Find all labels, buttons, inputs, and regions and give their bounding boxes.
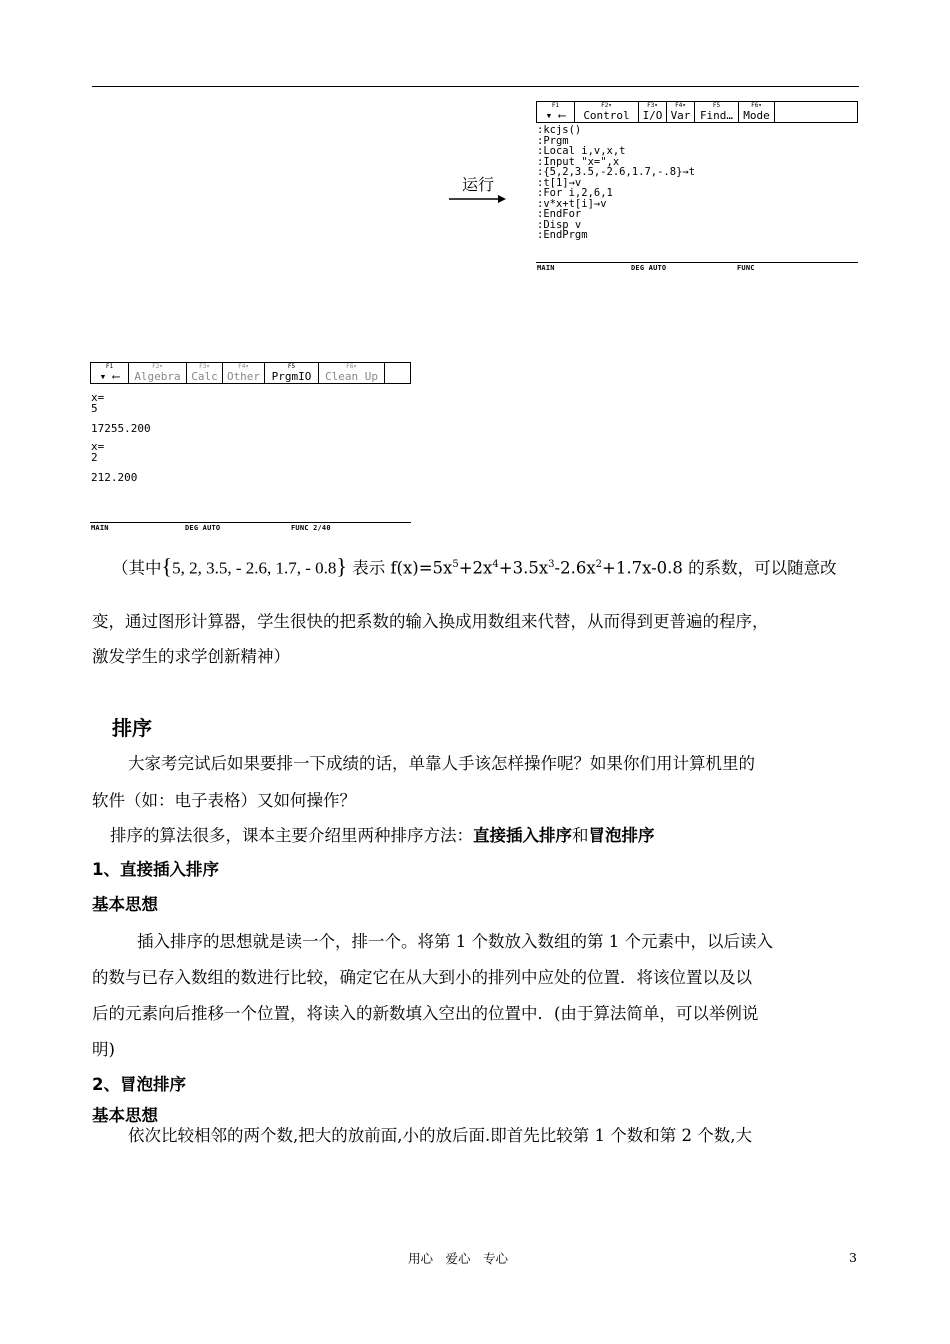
heading-bubble-sort: 2、冒泡排序	[92, 1075, 186, 1094]
program-line: :For i,2,6,1	[537, 187, 613, 199]
calculator-screen-home	[90, 362, 411, 537]
calc2-status-graph: FUNC 2/40	[291, 524, 331, 532]
header-rule	[92, 86, 859, 87]
insertion-line-4: 明)	[92, 1040, 115, 1059]
heading-basic-idea-2: 基本思想	[92, 1106, 158, 1125]
calc2-status-rule	[90, 522, 411, 523]
program-line: :{5,2,3.5,-2.6,1.7,-.8}→t	[537, 166, 696, 178]
heading-insertion-sort: 1、直接插入排序	[92, 860, 219, 879]
note-line-2: 变，通过图形计算器，学生很快的把系数的输入换成用数组来代替，从而得到更普遍的程序，	[92, 612, 769, 631]
program-line: :Local i,v,x,t	[537, 145, 626, 157]
calc1-status-angle: DEG AUTO	[631, 264, 667, 272]
note-rest: 的系数，可以随意改	[688, 558, 837, 578]
calc1-mode-tab[interactable]: F6▾ Mode	[739, 102, 775, 122]
insertion-line-2: 的数与已存入数组的数进行比较，确定它在从大到小的排列中应处的位置．将该位置以及以	[92, 968, 752, 987]
calc2-cleanup-tab[interactable]: F6▾ Clean Up	[319, 363, 385, 383]
calc2-toolbar	[90, 362, 411, 384]
history-line: 17255.200	[91, 422, 151, 435]
bubble-line-1: 依次比较相邻的两个数,把大的放前面,小的放后面.即首先比较第 1 个数和第 2 个数,大	[128, 1126, 752, 1145]
calc2-history	[90, 392, 411, 483]
history-line: x=	[91, 440, 105, 453]
section-title: 排序	[112, 716, 152, 740]
insertion-line-3: 后的元素向后推移一个位置，将读入的新数填入空出的位置中．(由于算法简单，可以举例说	[92, 1004, 759, 1023]
note-middle: 表示 f(x)=5x	[346, 558, 453, 578]
calc2-status-mode: MAIN	[91, 524, 109, 532]
insertion-sort-term: 直接插入排序	[473, 826, 572, 845]
history-line: 212.200	[91, 471, 138, 484]
history-line: x=	[91, 391, 105, 404]
calc2-prgmio-tab[interactable]: F5 PrgmIO	[265, 363, 319, 383]
calc1-toolbar	[536, 101, 858, 123]
heading-basic-idea-1: 基本思想	[92, 895, 158, 914]
calc2-calc-tab[interactable]: F3▾ Calc	[187, 363, 223, 383]
note-prefix: （其中	[112, 558, 162, 578]
right-brace: }	[336, 553, 347, 579]
calc2-empty-tab	[385, 363, 410, 383]
left-brace: {	[161, 553, 173, 579]
insertion-line-1: 插入排序的思想就是读一个，排一个。将第 1 个数放入数组的第 1 个元素中，以后读入	[137, 932, 773, 951]
calc1-find-tab[interactable]: F5 Find…	[695, 102, 739, 122]
program-line: :v*x+t[i]→v	[537, 197, 607, 210]
bubble-sort-term: 冒泡排序	[588, 826, 655, 845]
program-line: :Input "x=",x	[537, 155, 620, 168]
calc1-empty-tab	[775, 102, 857, 122]
intro-line-1: 大家考完试后如果要排一下成绩的话，单靠人手该怎样操作呢？如果你们用计算机里的	[128, 754, 755, 773]
program-line: :EndFor	[537, 208, 582, 220]
footer-text: 用心 爱心 专心	[408, 1251, 509, 1266]
program-line: :EndPrgm	[537, 229, 588, 241]
run-label: 运行	[462, 175, 495, 194]
calc1-status-mode: MAIN	[537, 264, 555, 272]
calc1-io-tab[interactable]: F3▾ I/O	[639, 102, 667, 122]
page-number: 3	[849, 1250, 857, 1265]
calc1-f1-tab[interactable]: F1 ▾ ⟵	[537, 102, 575, 122]
coefficient-set: 5, 2, 3.5, - 2.6, 1.7, - 0.8	[172, 558, 337, 578]
calc1-program-lines	[536, 125, 858, 241]
program-line: :Prgm	[537, 134, 569, 147]
right-arrow-icon	[448, 193, 508, 205]
calc2-algebra-tab[interactable]: F2▾ Algebra	[129, 363, 187, 383]
calc1-status-rule	[536, 262, 858, 263]
calc1-control-tab[interactable]: F2▾ Control	[575, 102, 639, 122]
program-line: :Disp v	[537, 218, 582, 231]
intro3-prefix: 排序的算法很多，课本主要介绍里两种排序方法：	[110, 826, 473, 845]
program-line: :t[1]→v	[537, 176, 582, 189]
intro-line-3	[110, 824, 877, 847]
calc1-var-tab[interactable]: F4▾ Var	[667, 102, 695, 122]
program-line: :kcjs()	[537, 124, 582, 136]
calculator-screen-program	[536, 101, 858, 276]
intro3-and: 和	[572, 826, 589, 845]
history-line: 2	[91, 451, 98, 464]
note-line-1: （其中{5, 2, 3.5, - 2.6, 1.7, - 0.8} 表示 $f(x)=5x^5+2x^4+3.5x^3-2.6x^2+1.7x-0.8$ 的系数，可以随意改	[112, 553, 837, 579]
calc2-other-tab[interactable]: F4▾ Other	[223, 363, 265, 383]
calc2-f1-tab[interactable]: F1 ▾ ⟵	[91, 363, 129, 383]
history-line: 5	[91, 402, 98, 415]
calc1-status-graph: FUNC	[737, 264, 755, 272]
calc2-status-angle: DEG AUTO	[185, 524, 221, 532]
note-line-3: 激发学生的求学创新精神）	[92, 647, 290, 666]
intro-line-2: 软件（如：电子表格）又如何操作？	[92, 791, 356, 810]
